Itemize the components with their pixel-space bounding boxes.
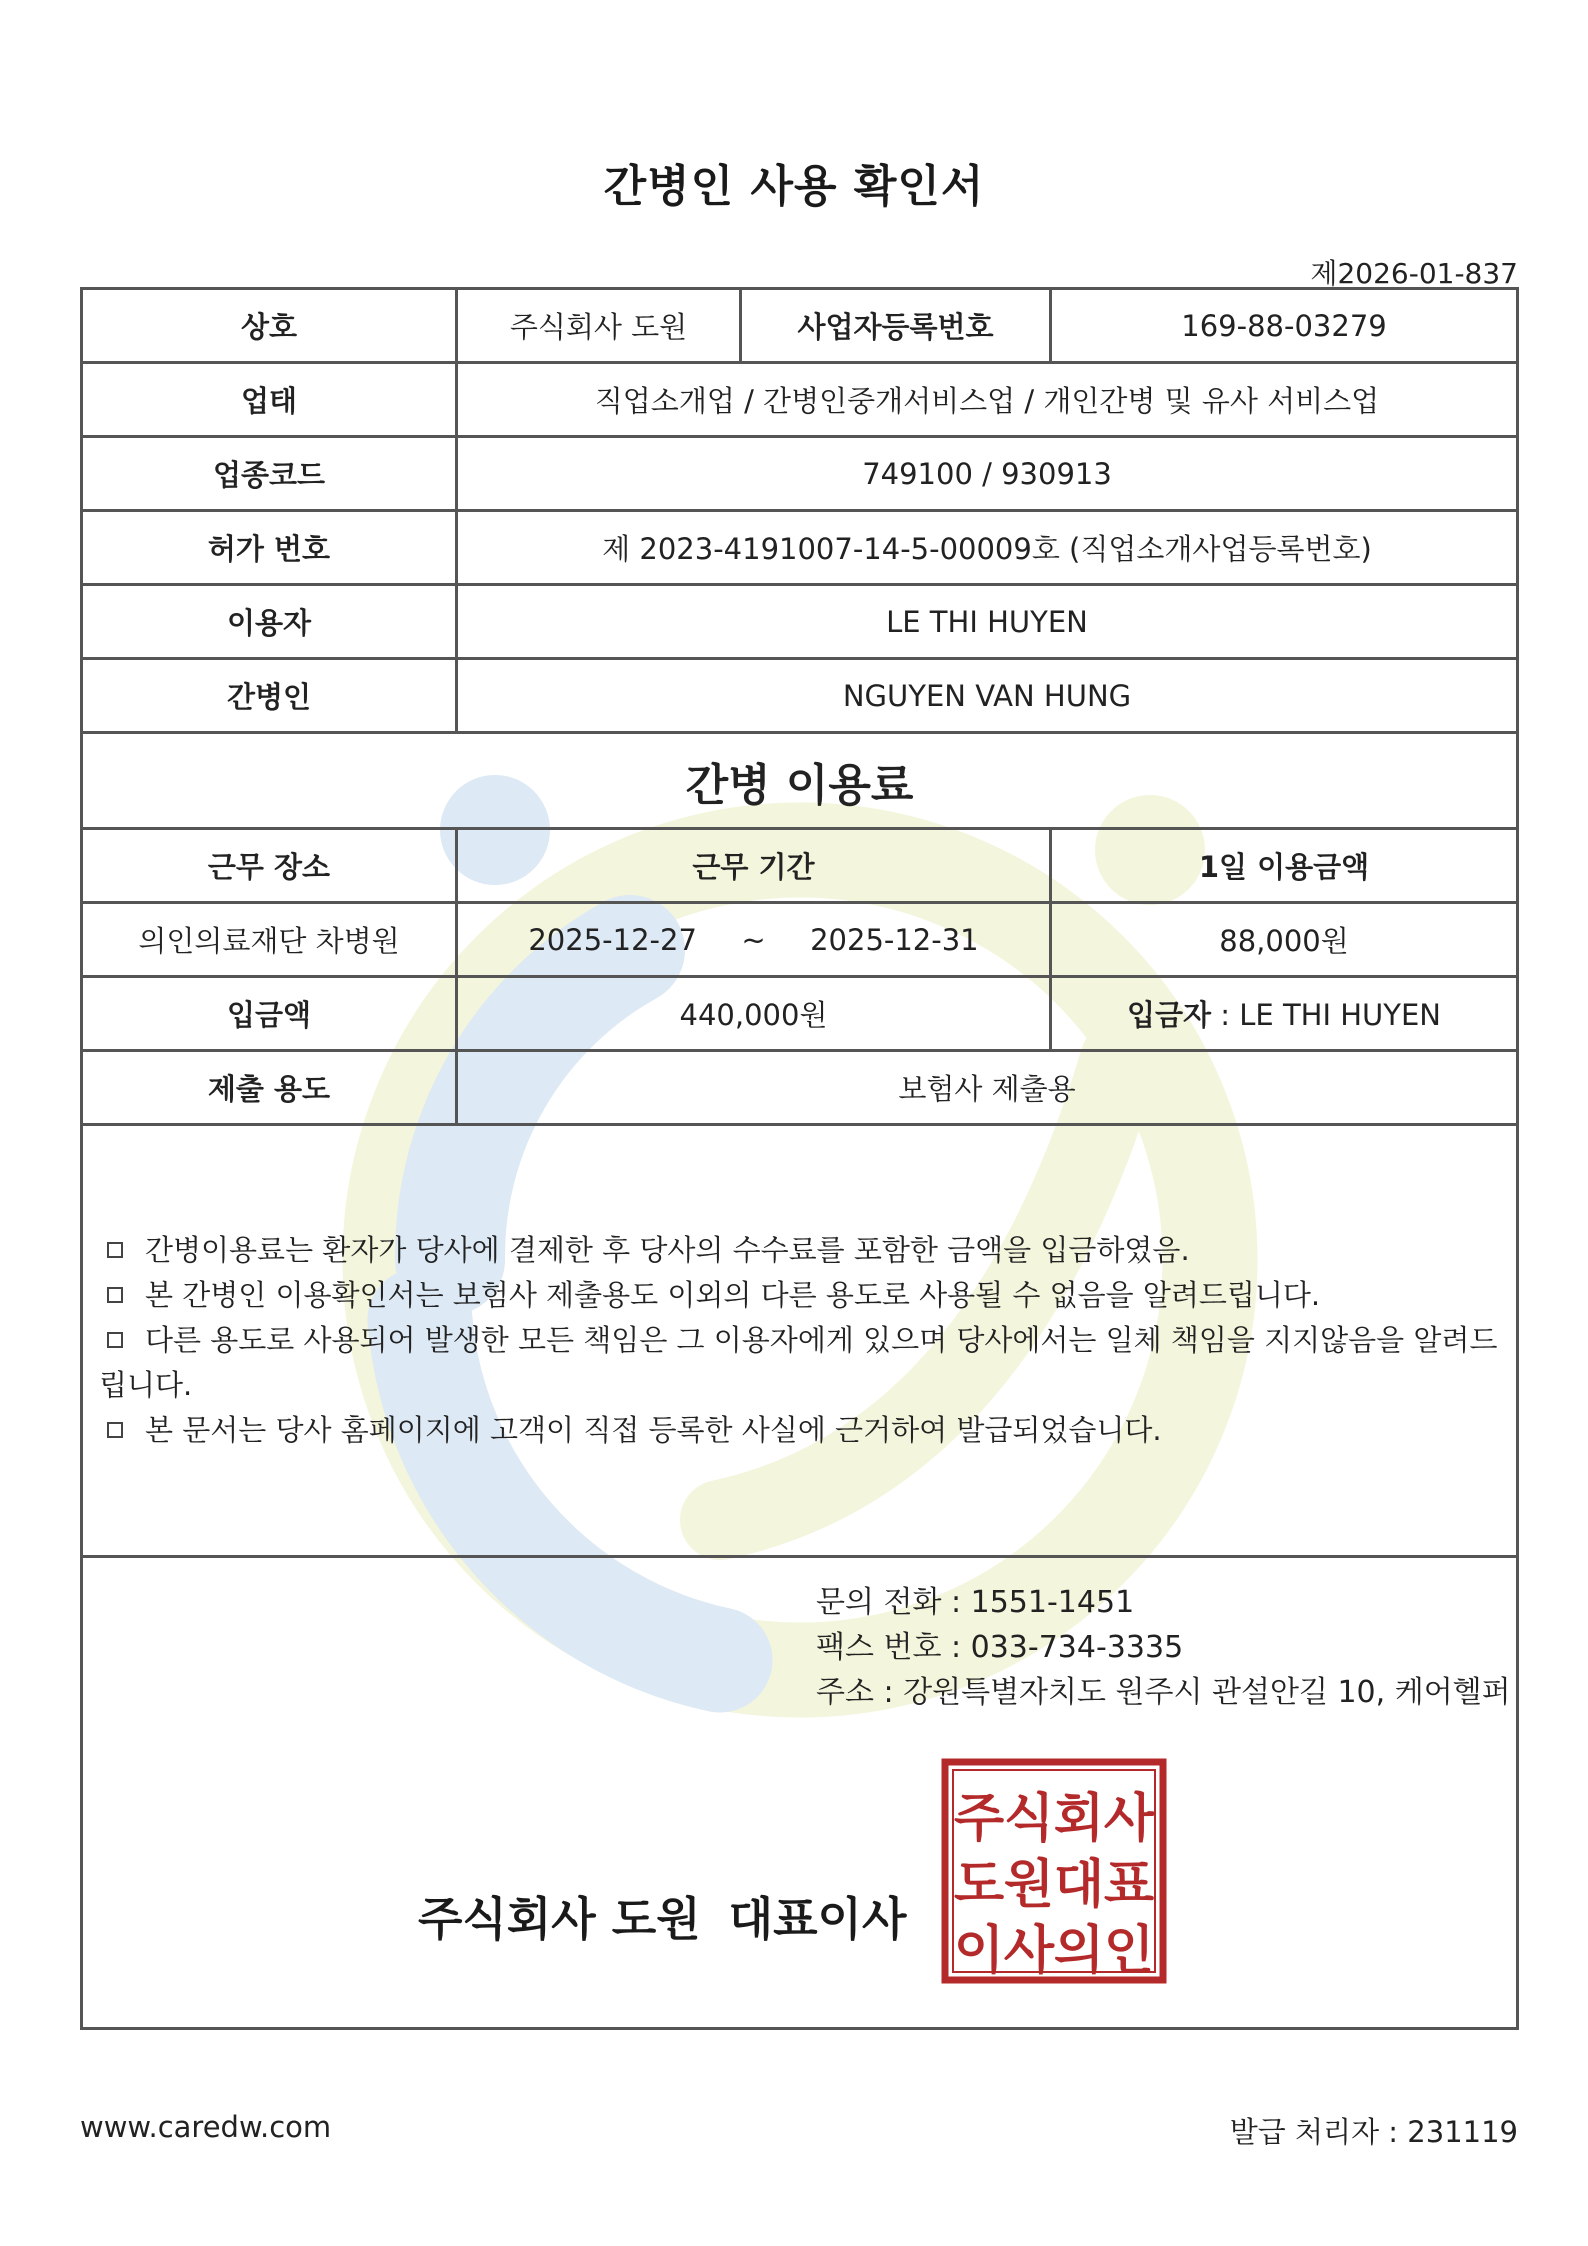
deposit-label: 입금액 [82, 977, 457, 1051]
user-label: 이용자 [82, 585, 457, 659]
license-label: 허가 번호 [82, 511, 457, 585]
notice-item: 본 문서는 당사 홈페이지에 고객이 직접 등록한 사실에 근거하여 발급되었습니다. [99, 1408, 1500, 1453]
seal-glyph: 이 [953, 1921, 1005, 1981]
industry-code-label: 업종코드 [82, 437, 457, 511]
seal-glyph: 대 [1053, 1855, 1105, 1915]
depositor-cell [1051, 977, 1518, 1051]
period-start-date: 2025-12-27 [528, 922, 697, 957]
square-bullet-icon [107, 1332, 123, 1348]
seal-glyph: 주 [953, 1789, 1005, 1849]
reg-number-label: 사업자등록번호 [741, 289, 1051, 363]
seal-glyph: 사 [1003, 1921, 1055, 1981]
work-place-label: 근무 장소 [82, 829, 457, 903]
seal-glyph: 도 [953, 1855, 1005, 1915]
square-bullet-icon [107, 1422, 123, 1438]
row-business-type [82, 363, 1518, 437]
notice-item: 다른 용도로 사용되어 발생한 모든 책임은 그 이용자에게 있으며 당사에서는 일체 책임을 지지않음을 알려드립니다. [99, 1323, 1498, 1402]
work-period-label: 근무 기간 [457, 829, 1051, 903]
deposit-amount-value: 440,000원 [457, 977, 1051, 1051]
footer-issuer: 발급 처리자 : 231119 [1229, 2115, 1518, 2149]
seal-glyph: 사 [1103, 1789, 1155, 1849]
purpose-label: 제출 용도 [82, 1051, 457, 1125]
document-title: 간병인 사용 확인서 [603, 161, 985, 212]
user-value: LE THI HUYEN [457, 585, 1518, 659]
row-fee-values [82, 903, 1518, 977]
row-business-name [82, 289, 1518, 363]
contact-phone: 문의 전화 : 1551-1451 [816, 1585, 1135, 1620]
depositor-separator: : [1211, 998, 1240, 1032]
notice-item: 본 간병인 이용확인서는 보험사 제출용도 이외의 다른 용도로 사용될 수 없음을 알려드립니다. [99, 1273, 1500, 1318]
seal-glyph: 의 [1053, 1921, 1105, 1981]
caregiver-label: 간병인 [82, 659, 457, 733]
square-bullet-icon [107, 1242, 123, 1258]
daily-amount-value: 88,000원 [1051, 903, 1518, 977]
contact-address: 주소 : 강원특별자치도 원주시 관설안길 10, 케어헬퍼 [816, 1675, 1511, 1710]
industry-code-value: 749100 / 930913 [457, 437, 1518, 511]
row-caregiver [82, 659, 1518, 733]
row-license [82, 511, 1518, 585]
depositor-value: LE THI HUYEN [1239, 998, 1442, 1032]
business-type-value: 직업소개업 / 간병인중개서비스업 / 개인간병 및 유사 서비스업 [457, 363, 1518, 437]
row-industry-code [82, 437, 1518, 511]
business-name-value: 주식회사 도원 [457, 289, 741, 363]
work-period-value [457, 903, 1051, 977]
daily-amount-label: 1일 이용금액 [1051, 829, 1518, 903]
confirmation-table [80, 287, 1519, 2030]
depositor-label: 입금자 [1126, 998, 1212, 1032]
business-type-label: 업태 [82, 363, 457, 437]
row-purpose [82, 1051, 1518, 1125]
contact-fax: 팩스 번호 : 033-734-3335 [816, 1630, 1184, 1665]
row-user [82, 585, 1518, 659]
business-name-label: 상호 [82, 289, 457, 363]
row-contact [82, 1557, 1518, 2029]
seal-glyph: 식 [1003, 1789, 1055, 1849]
notice-item: 간병이용료는 환자가 당사에 결제한 후 당사의 수수료를 포함한 금액을 입금하였음. [99, 1228, 1500, 1273]
company-seal-stamp [941, 1758, 1167, 1984]
seal-glyph: 표 [1103, 1855, 1155, 1915]
signature-company: 주식회사 도원 [418, 1892, 701, 1946]
document-number: 제2026-01-837 [1310, 257, 1518, 290]
work-place-value: 의인의료재단 차병원 [82, 903, 457, 977]
seal-glyph: 원 [1003, 1855, 1055, 1915]
signature-title: 대표이사 [728, 1892, 907, 1946]
seal-glyph: 인 [1103, 1921, 1155, 1981]
row-fee-title [82, 733, 1518, 829]
notices-cell [82, 1125, 1518, 1557]
reg-number-value: 169-88-03279 [1051, 289, 1518, 363]
row-notices [82, 1125, 1518, 1557]
fee-section-title: 간병 이용료 [82, 733, 1518, 829]
row-fee-headers [82, 829, 1518, 903]
license-value: 제 2023-4191007-14-5-00009호 (직업소개사업등록번호) [457, 511, 1518, 585]
period-separator: ~ [741, 922, 766, 957]
purpose-value: 보험사 제출용 [457, 1051, 1518, 1125]
seal-glyph: 회 [1053, 1789, 1105, 1849]
contact-info [816, 1580, 1511, 1715]
contact-cell [82, 1557, 1518, 2029]
caregiver-value: NGUYEN VAN HUNG [457, 659, 1518, 733]
row-deposit [82, 977, 1518, 1051]
company-signature [418, 1883, 906, 1949]
period-end-date: 2025-12-31 [810, 922, 979, 957]
square-bullet-icon [107, 1287, 123, 1303]
footer-website: www.caredw.com [80, 2110, 332, 2144]
